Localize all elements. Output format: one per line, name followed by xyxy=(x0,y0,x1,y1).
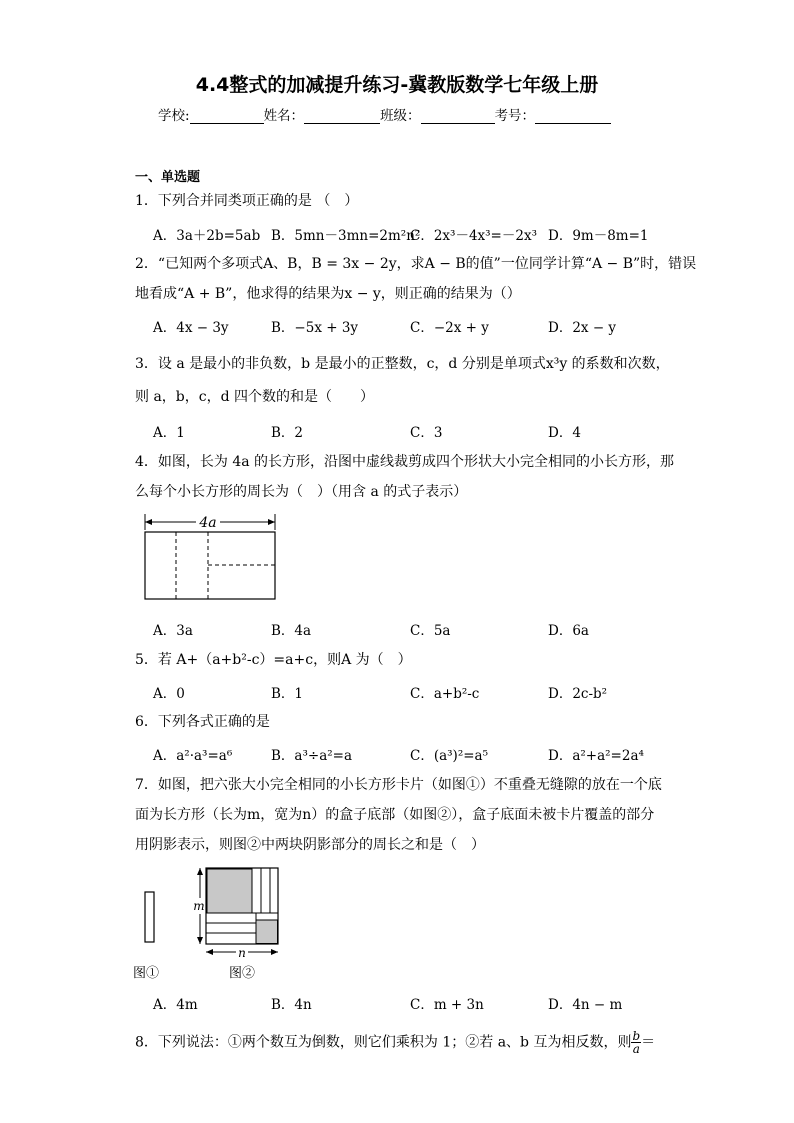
question-3-line-1: 3．设 a 是最小的非负数，b 是最小的正整数，c，d 分别是单项式x³y 的系数和次数， xyxy=(135,356,670,372)
arrow-up-icon xyxy=(197,868,203,875)
q1-option-b: B．5mn－3mn=2m²n² xyxy=(271,228,421,244)
q6-option-a: A．a²·a³=a⁶ xyxy=(153,748,233,764)
q5-option-a: A．0 xyxy=(153,686,185,702)
name-label: 姓名： xyxy=(263,108,305,124)
q5-option-d: D．2c-b² xyxy=(548,686,608,702)
q2-option-d: D．2x − y xyxy=(548,320,617,336)
question-2-line-1: 2．“已知两个多项式A、B，B = 3x − 2y，求A − B的值”一位同学计算“A − B”时，错误 xyxy=(135,256,697,272)
question-4-line-1: 4．如图，长为 4a 的长方形，沿图中虚线裁剪成四个形状大小完全相同的小长方形，那 xyxy=(135,454,675,470)
arrow-right-icon xyxy=(268,519,275,525)
q4-option-c: C．5a xyxy=(410,623,451,639)
school-label: 学校: xyxy=(158,108,190,124)
student-info-line xyxy=(158,104,611,124)
figure-1-caption: 图① xyxy=(133,966,160,981)
q3-option-b: B．2 xyxy=(271,425,304,441)
arrow-left-icon xyxy=(145,519,152,525)
class-blank xyxy=(421,111,495,124)
q2-option-a: A．4x − 3y xyxy=(153,320,229,336)
q7-option-d: D．4n − m xyxy=(548,997,623,1013)
question-7-line-3: 用阴影表示，则图②中两块阴影部分的周长之和是（ ） xyxy=(135,837,485,853)
fraction-b-over-a: $\frac{b}{a}$ xyxy=(632,1029,641,1056)
q7-option-a: A．4m xyxy=(153,997,198,1013)
arrow-down-icon xyxy=(197,937,203,944)
q1-option-d: D．9m－8m=1 xyxy=(548,228,649,244)
name-blank xyxy=(304,111,380,124)
arrow-right-icon xyxy=(271,949,278,955)
question-5-stem: 5．若 A+（a+b²-c）=a+c，则A 为（ ） xyxy=(135,652,412,668)
q5-option-c: C．a+b²-c xyxy=(410,686,480,702)
q6-option-d: D．a²+a²=2a⁴ xyxy=(548,748,644,764)
q6-option-c: C．(a³)²=a⁵ xyxy=(410,748,489,764)
question-4-line-2: 么每个小长方形的周长为（ ）（用含 a 的式子表示） xyxy=(135,484,468,500)
q2-option-c: C．−2x + y xyxy=(410,320,489,336)
q1-option-a: A．3a＋2b=5ab xyxy=(153,228,261,244)
class-label: 班级： xyxy=(380,108,421,124)
question-7-line-1: 7．如图，把六张大小完全相同的小长方形卡片（如图①）不重叠无缝隙的放在一个底 xyxy=(135,777,662,793)
q7-option-b: B．4n xyxy=(271,997,312,1013)
document-title: 4.4整式的加减提升练习-冀教版数学七年级上册 xyxy=(195,74,599,96)
q4-option-d: D．6a xyxy=(548,623,589,639)
question-6-stem: 6．下列各式正确的是 xyxy=(135,714,270,730)
q3-option-a: A．1 xyxy=(153,425,185,441)
q6-option-b: B．a³÷a²=a xyxy=(271,748,353,764)
m-label: m xyxy=(193,899,205,913)
number-blank xyxy=(535,111,611,124)
question-2-line-2: 地看成“A + B”，他求得的结果为x − y，则正确的结果为（） xyxy=(135,286,521,302)
q4-option-a: A．3a xyxy=(153,623,193,639)
q5-option-b: B．1 xyxy=(271,686,304,702)
q3-option-c: C．3 xyxy=(410,425,443,441)
shaded-region-large xyxy=(207,869,252,913)
shaded-region-small xyxy=(256,920,278,944)
arrow-left-icon xyxy=(206,949,213,955)
question-8-line-1 xyxy=(135,1030,655,1055)
school-blank xyxy=(190,111,264,124)
n-label: n xyxy=(238,946,246,960)
q4-option-b: B．4a xyxy=(271,623,312,639)
length-label: 4a xyxy=(199,515,217,531)
q1-option-c: C．2x³－4x³=－2x³ xyxy=(410,228,537,244)
number-label: 考号： xyxy=(494,108,536,124)
q2-option-b: B．−5x + 3y xyxy=(271,320,359,336)
section-heading: 一、单选题 xyxy=(135,170,201,185)
question-3-line-2: 则 a，b，c，d 四个数的和是（ ） xyxy=(135,389,375,405)
question-1-stem: 1．下列合并同类项正确的是 （ ） xyxy=(135,193,359,209)
q7-option-c: C．m + 3n xyxy=(410,997,484,1013)
small-card xyxy=(145,892,154,942)
q8-tail: ＝ xyxy=(641,1034,656,1051)
question-7-line-2: 面为长方形（长为m，宽为n）的盒子底部（如图②），盒子底面未被卡片覆盖的部分 xyxy=(135,807,655,823)
q4-rectangle-figure xyxy=(138,510,283,605)
q3-option-d: D．4 xyxy=(548,425,581,441)
figure-2-caption: 图② xyxy=(229,966,256,981)
q8-text: 8．下列说法：①两个数互为倒数，则它们乘积为 1；②若 a、b 互为相反数，则 xyxy=(135,1034,632,1051)
